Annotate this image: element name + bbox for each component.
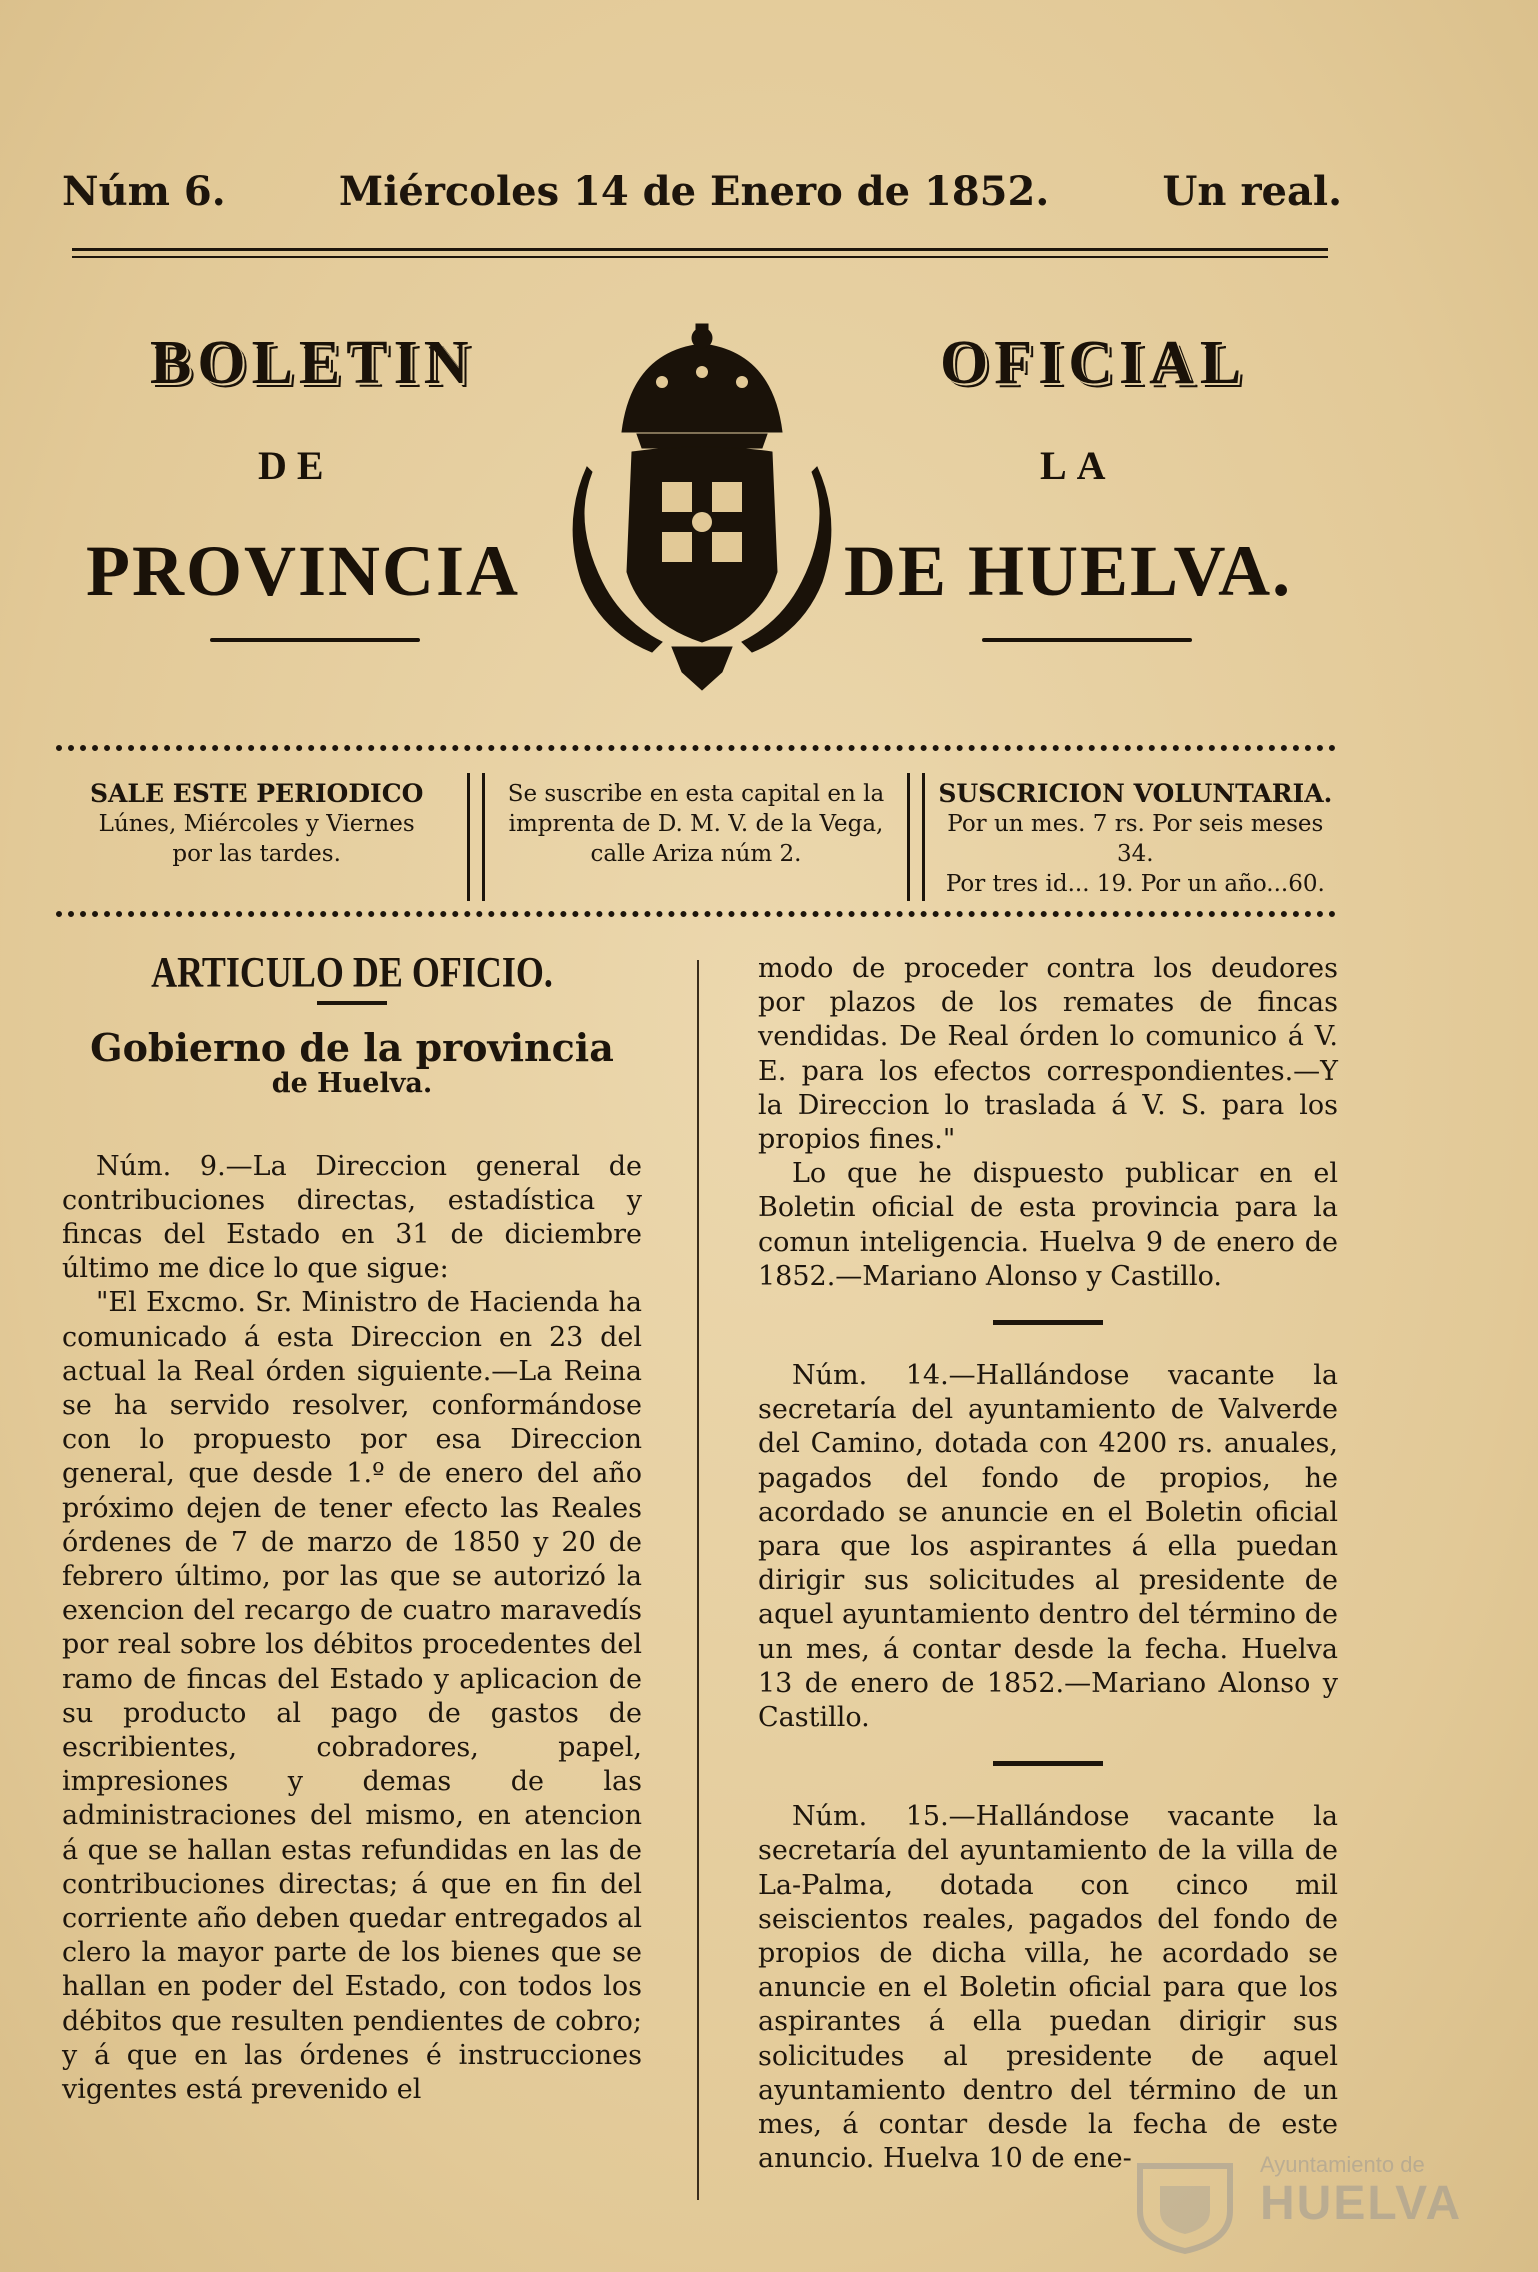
masthead bbox=[62, 168, 1342, 215]
subscription-info-box bbox=[56, 745, 1336, 917]
title-de: DE bbox=[258, 443, 334, 488]
government-subtitle: de Huelva. bbox=[271, 1068, 433, 1100]
prices-heading: SUSCRICION VOLUNTARIA. bbox=[938, 779, 1333, 808]
title-la: LA bbox=[1040, 443, 1116, 488]
subscription-prices bbox=[935, 751, 1336, 911]
article-separator bbox=[993, 1761, 1103, 1766]
left-column bbox=[62, 945, 642, 2107]
article-paragraph: Núm. 9.—La Direccion general de contribuciones directas, estadística y fincas del Estado en 31 de diciembre último me dice lo que sigue: bbox=[62, 1150, 642, 1285]
watermark bbox=[1130, 2150, 1490, 2260]
schedule-heading: SALE ESTE PERIODICO bbox=[89, 779, 424, 808]
publication-schedule bbox=[56, 751, 457, 911]
location-line-2: imprenta de D. M. V. de la Vega, bbox=[508, 811, 884, 837]
location-line-3: calle Ariza núm 2. bbox=[590, 841, 802, 867]
section-rule bbox=[317, 1001, 387, 1005]
title-boletin: BOLETIN bbox=[150, 329, 475, 397]
article-paragraph: Núm. 15.—Hallándose vacante la secretaría del ayuntamiento de la villa de La-Palma, dotada con cinco mil seiscientos reales, pagados del fondo de propios de dicha villa, he acordado se anuncie en el Boletin oficial para que los aspirantes á ella puedan dirigir sus solicitudes al presidente de aquel ayuntamiento dentro del término de un mes, á contar desde la fecha de este anuncio. Huelva 10 de ene- bbox=[758, 1801, 1338, 2175]
royal-crest-icon bbox=[562, 322, 842, 692]
prices-line-2: Por tres id... 19. Por un año...60. bbox=[945, 871, 1325, 897]
schedule-days: Lúnes, Miércoles y Viernes bbox=[98, 811, 415, 837]
masthead-rule-top bbox=[72, 248, 1328, 251]
article-separator bbox=[993, 1320, 1103, 1325]
city-shield-icon bbox=[1130, 2156, 1240, 2256]
title-de-huelva: DE HUELVA. bbox=[844, 531, 1293, 611]
ornament-left bbox=[210, 638, 420, 642]
box-separator bbox=[907, 773, 925, 901]
box-separator bbox=[467, 773, 485, 901]
government-title: Gobierno de la provincia bbox=[90, 1025, 614, 1071]
right-column bbox=[758, 952, 1338, 2177]
watermark-big-text: HUELVA bbox=[1260, 2177, 1463, 2230]
watermark-small-text: Ayuntamiento de bbox=[1260, 2152, 1425, 2177]
title-provincia: PROVINCIA bbox=[86, 531, 521, 611]
issue-date: Miércoles 14 de Enero de 1852. bbox=[338, 168, 1050, 215]
subscription-location bbox=[495, 751, 896, 911]
issue-number: Núm 6. bbox=[62, 168, 226, 215]
schedule-time: por las tardes. bbox=[172, 841, 341, 867]
title-oficial: OFICIAL bbox=[940, 329, 1248, 397]
location-line-1: Se suscribe en esta capital en la bbox=[507, 781, 885, 807]
article-paragraph: "El Excmo. Sr. Ministro de Hacienda ha comunicado á esta Direccion en 23 del actual la Real órden siguiente.—La Reina se ha servido resolver, conformándose con lo propuesto por esa Direccion general, que desde 1.º de enero del año próximo dejen de tener efecto las Reales órdenes de 7 de marzo de 1850 y 20 de febrero último, por las que se autorizó la exencion del recargo de cuatro maravedís por real sobre los débitos procedentes del ramo de fincas del Estado y aplicacion de su producto al pago de gastos de escribientes, cobradores, papel, impresiones y demas de las administraciones del mismo, en atencion á que se hallan estas refundidas en las de contribuciones directas; á que en fin del corriente año deben quedar entregados al clero la mayor parte de los bienes que se hallan en poder del Estado, con todos los débitos que resulten pendientes de cobro; y á que en las órdenes é instrucciones vigentes está prevenido el bbox=[62, 1287, 642, 2106]
masthead-rule-bottom bbox=[72, 256, 1328, 258]
prices-line-1: Por un mes. 7 rs. Por seis meses 34. bbox=[947, 811, 1324, 867]
article-paragraph: Núm. 14.—Hallándose vacante la secretaría del ayuntamiento de Valverde del Camino, dotada con 4200 rs. anuales, pagados del fondo de propios, he acordado se anuncie en el Boletin oficial para que los aspirantes á ella puedan dirigir sus solicitudes al presidente de aquel ayuntamiento dentro del término de un mes, á contar desde la fecha. Huelva 13 de enero de 1852.—Mariano Alonso y Castillo. bbox=[758, 1360, 1338, 1734]
ornament-right bbox=[982, 638, 1192, 642]
issue-price: Un real. bbox=[1162, 168, 1342, 215]
article-paragraph: Lo que he dispuesto publicar en el Boletin oficial de esta provincia para la comun inteligencia. Huelva 9 de enero de 1852.—Mariano Alonso y Castillo. bbox=[758, 1158, 1338, 1292]
column-divider bbox=[697, 960, 699, 2200]
section-title: ARTICULO DE OFICIO. bbox=[151, 947, 553, 996]
article-paragraph: modo de proceder contra los deudores por plazos de los remates de fincas vendidas. De Real órden lo comunico á V. E. para los efectos correspondientes.—Y la Direccion lo traslada á V. S. para los propios fines." bbox=[758, 953, 1338, 1156]
